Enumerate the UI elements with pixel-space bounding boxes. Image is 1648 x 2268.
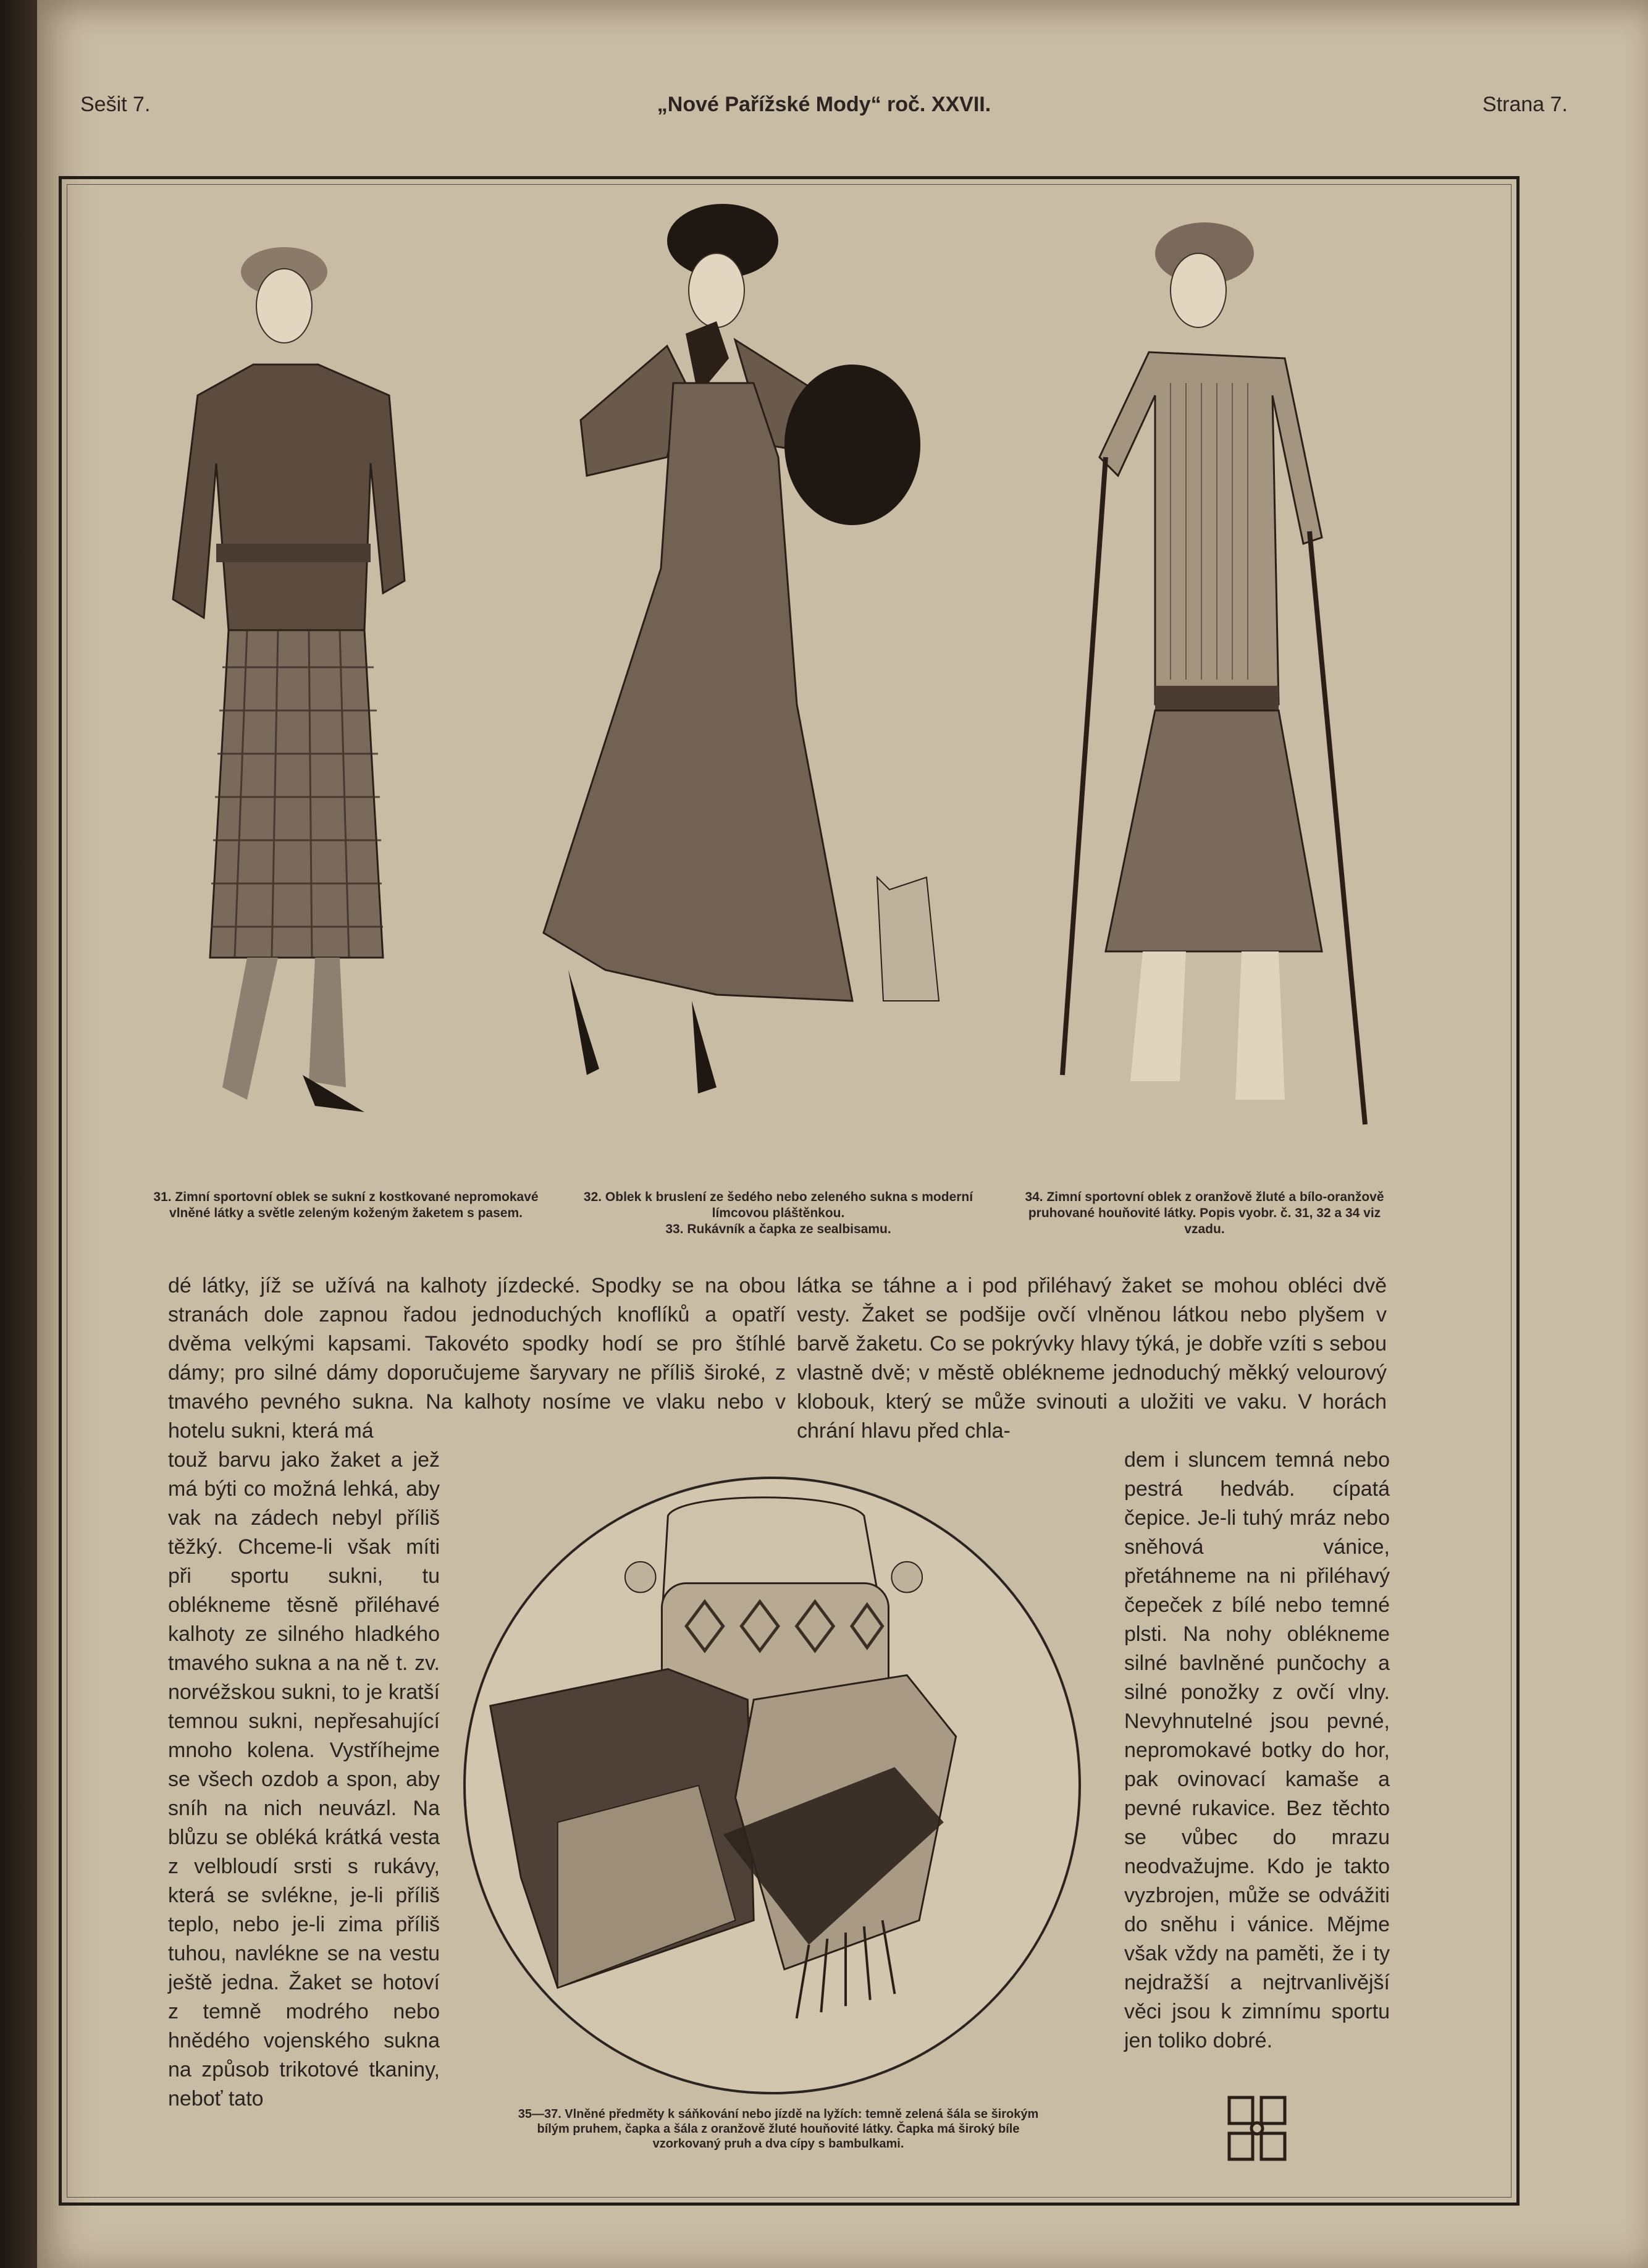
book-spine — [0, 0, 37, 2268]
issue-number: Sešit 7. — [80, 93, 151, 116]
paragraph: dé látky, jíž se užívá na kalhoty jízdecké. Spodky se na obou stranách dole zapnou řadou jednoduchých knoflíků a opatří dvěma velkými kapsami. Takovéto spodky hodí se pro štíhlé dámy; pro silné dámy doporučujeme šaryvary ne příliš široké, z tmavého pevného sukna. Na kalhoty nosíme ve vlaku nebo v hotelu sukni, která má — [168, 1274, 786, 1443]
caption-32-33 — [556, 1189, 1001, 1237]
text-left-narrow — [168, 1446, 440, 2114]
paragraph: dem i sluncem temná nebo pestrá hedváb. cípatá čepice. Je-li tuhý mráz nebo sněhová vánice, přetáhneme na ni přiléhavý čepeček z bílé nebo temné plsti. Na nohy oblékneme silné bavlněné punčochy a silné ponožky z ovčí vlny. Nevyhnutelné jsou pevné, nepromokavé botky do hor, pak ovinovací kamaše a pevné rukavice. Bez těchto se vůbec do mrazu neodvažujme. Kdo je takto vyzbrojen, může se odvážiti do sněhu i vánice. Mějme však vždy na paměti, že i ty nejdražší a nejtrvanlivější věci jsou k zimnímu sportu jen toliko dobré. — [1124, 1448, 1390, 2052]
paragraph: touž barvu jako žaket a jež má býti co možná lehká, aby vak na zádech nebyl příliš těžký. Chceme-li však míti při sportu sukni, tu oblékneme těsně přiléhavé kalhoty ze silného hladkého tmavého sukna a na ně t. zv. norvéžskou sukni, to je kratší temnou sukni, nepřesahující mnoho kolena. Vystříhejme se všech ozdob a spon, aby sníh na nich neuvázl. Na blůzu se obléká krátká vesta z velbloudí srsti s rukávy, která se svlékne, je-li příliš teplo, nebo je-li zima příliš tuhou, navlékne se na vestu ještě jedna. Žaket se hotoví z temně modrého nebo hnědého vojenského sukna na způsob trikotové tkaniny, neboť tato — [168, 1448, 440, 2110]
knitwear-illustration — [463, 1477, 1081, 2094]
fashion-illustration-32 — [531, 198, 988, 1168]
paragraph: látka se táhne a i pod přiléhavý žaket se mohou obléci dvě vesty. Žaket se podšije ovčí vlněnou látkou nebo plyšem v barvě žaketu. Co se pokrývky hlavy týká, je dobře vzíti s sebou vlastně dvě; v městě oblékneme jednoduchý měkký velourový klobouk, který se může svinouti a uložiti ve vaku. V horách chrání hlavu před chla- — [797, 1274, 1387, 1443]
caption-32: 32. Oblek k bruslení ze šedého nebo zeleného sukna s moderní límcovou pláštěnkou. — [583, 1190, 973, 1220]
text-right-top — [797, 1271, 1387, 1446]
running-header — [80, 93, 1568, 130]
text-left-top — [168, 1271, 786, 1446]
text-right-narrow — [1124, 1446, 1390, 2055]
caption-33: 33. Rukávník a čapka ze sealbisamu. — [665, 1222, 891, 1236]
caption-34: 34. Zimní sportovní oblek z oranžově žluté a bílo-oranžově pruhované houňovité látky. Popis vyobr. č. 31, 32 a 34 viz vzadu. — [1025, 1190, 1384, 1236]
caption-31: 31. Zimní sportovní oblek se sukní z kostkované nepromokavé vlněné látky a světle zeleným koženým žaketem s pasem. — [153, 1190, 539, 1220]
fashion-illustration-31 — [161, 198, 408, 1168]
caption-35-37: 35—37. Vlněné předměty k sáňkování nebo jízdě na lyžích: temně zelená šála se širokým bílým pruhem, čapka a šála z oranžově žluté houňovité látky. Čapka má široký bíle vzorkovaný pruh a dva cípy s bambulkami. — [518, 2107, 1039, 2151]
magazine-title: „Nové Pařížské Mody“ roč. XXVII. — [657, 93, 991, 116]
page-number: Strana 7. — [1482, 93, 1568, 116]
fashion-illustration-34 — [1038, 198, 1384, 1168]
publisher-logo — [1226, 2094, 1288, 2162]
